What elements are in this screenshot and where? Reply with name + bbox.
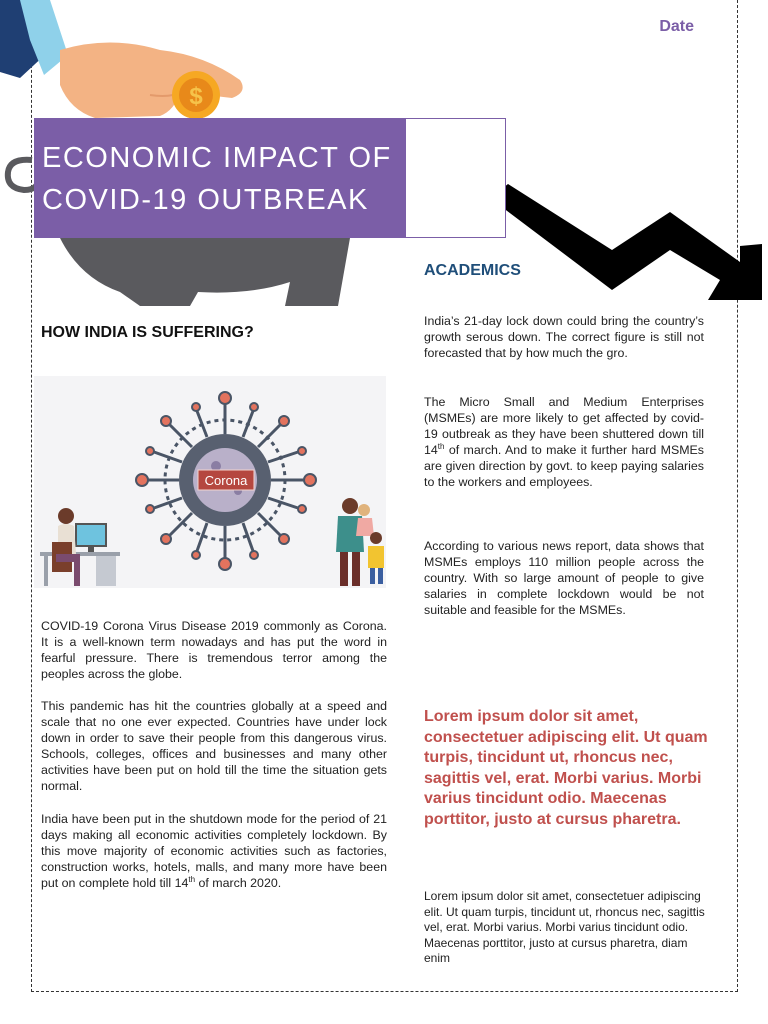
left-paragraph-1: COVID-19 Corona Virus Disease 2019 commonly as Corona. It is a well-known term nowadays and has put the word in fearful pressure. There is tremendous terror among the peoples across the globe. bbox=[41, 619, 387, 681]
left-paragraph-3-tail: of march 2020. bbox=[195, 876, 282, 890]
down-trend-arrow-icon bbox=[490, 184, 762, 300]
title-line-1: ECONOMIC IMPACT OF bbox=[42, 142, 392, 174]
corona-illustration bbox=[34, 376, 386, 588]
coin-icon bbox=[172, 71, 220, 119]
right-paragraph-2-tail: of march. And to make it further hard MSMEs are given direction by govt. to keep paying salaries to the workers and employees. bbox=[424, 443, 704, 489]
academics-heading: ACADEMICS bbox=[424, 262, 521, 279]
left-paragraph-3 bbox=[41, 811, 387, 891]
title-line-2: COVID-19 OUTBREAK bbox=[42, 184, 369, 216]
document-title bbox=[42, 137, 392, 221]
title-banner bbox=[34, 118, 506, 238]
left-paragraph-3-text: India have been put in the shutdown mode for the period of 21 days making all economic activities completely lockdown. By this move majority of economic activities such as factories, construction works, hotels, malls, and many more have been put on complete hold till 14 bbox=[41, 812, 387, 890]
highlight-quote: Lorem ipsum dolor sit amet, consectetuer adipiscing elit. Ut quam turpis, tincidunt ut, rhoncus nec, sagittis vel, erat. Morbi varius. Morbi varius tincidunt odio. Maecenas porttitor, justo at cursus pharetra. bbox=[424, 708, 708, 828]
right-paragraph-1: India’s 21-day lock down could bring the country’s growth serous down. The correct figure is still not forecasted that by how much the gro. bbox=[424, 314, 704, 360]
left-paragraph-3-superscript: th bbox=[188, 874, 196, 884]
corona-label: Corona bbox=[204, 473, 248, 488]
svg-text:$: $ bbox=[189, 83, 203, 110]
lorem-paragraph: Lorem ipsum dolor sit amet, consectetuer adipiscing elit. Ut quam turpis, tincidunt ut, rhoncus nec, sagittis vel, erat. Morbi varius. Morbi varius tincidunt odio. Maecenas porttitor, justo at cursus pharetra, diam enim bbox=[424, 889, 705, 965]
right-paragraph-2 bbox=[424, 394, 704, 490]
right-paragraph-2-text: The Micro Small and Medium Enterprises (MSMEs) are more likely to get affected by covid-19 outbreak as they have been shuttered down till 14 bbox=[424, 395, 704, 457]
right-paragraph-2-superscript: th bbox=[437, 441, 445, 451]
right-paragraph-3: According to various news report, data shows that MSMEs employs 110 million people across the country. With so large amount of people to give salaries in complete lockdown would be not suitable and feasible for the MSMEs. bbox=[424, 539, 704, 617]
date-label: Date bbox=[659, 18, 694, 35]
left-paragraph-2: This pandemic has hit the countries globally at a speed and scale that no one ever expected. Countries have under lock down in order to save their people from this dangerous virus. Schools, colleges, offices and businesses and many other activities have been put on hold till the time the situation gets normal. bbox=[41, 699, 387, 793]
india-suffering-heading: HOW INDIA IS SUFFERING? bbox=[41, 324, 254, 341]
